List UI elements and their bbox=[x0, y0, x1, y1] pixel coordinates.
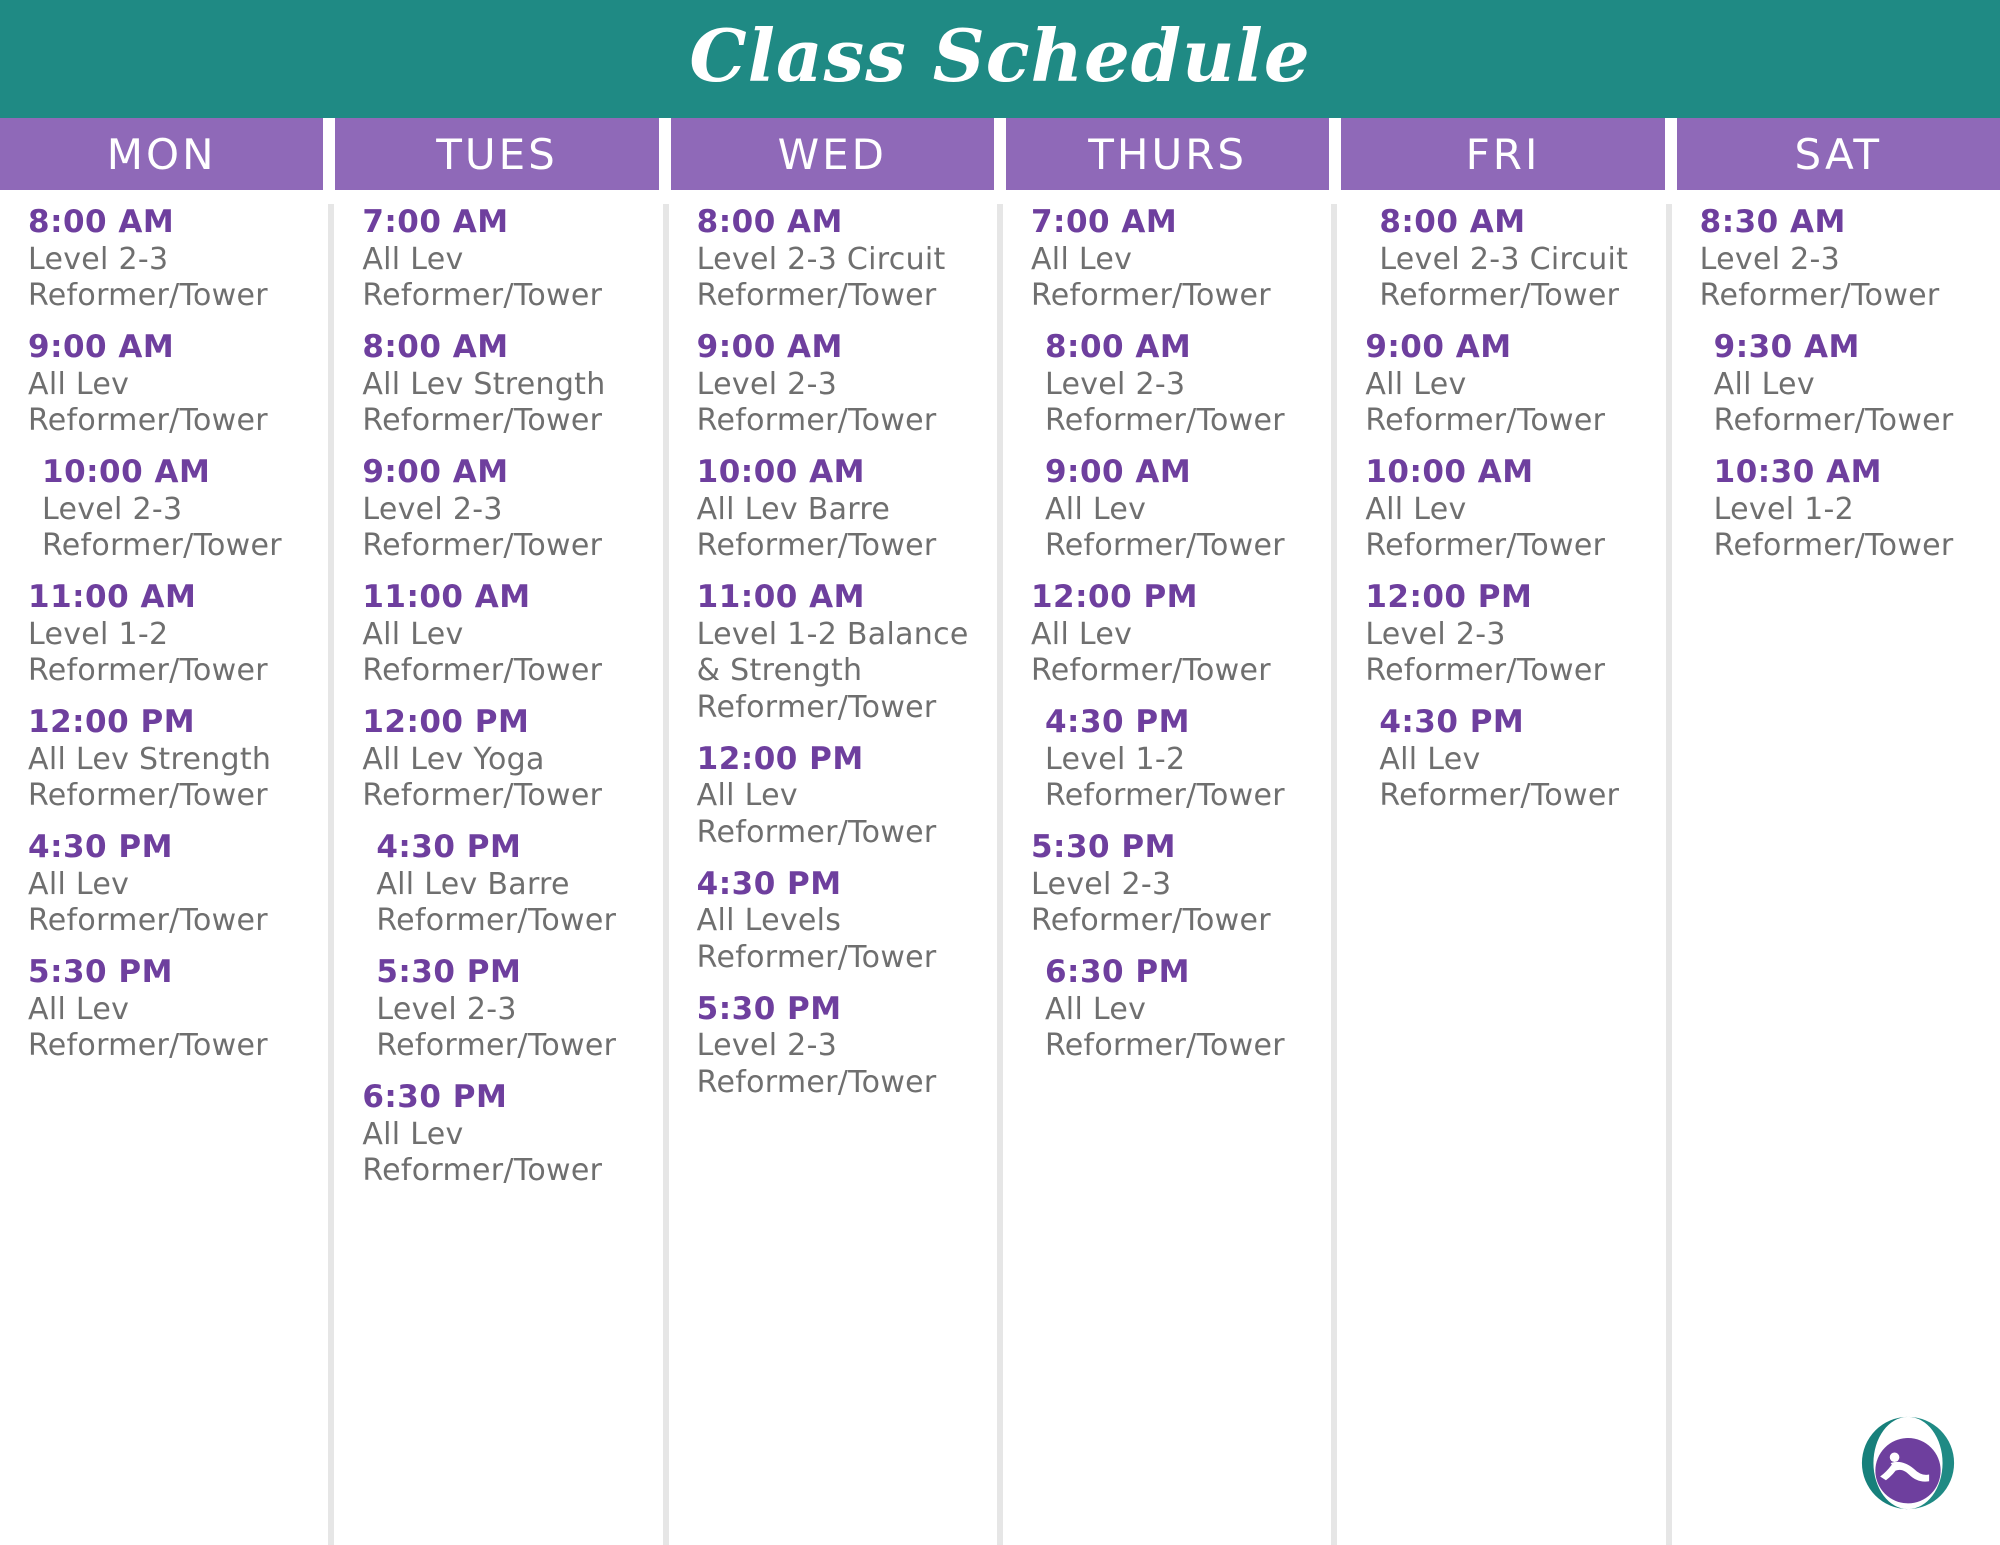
class-description-line: Reformer/Tower bbox=[696, 1065, 937, 1100]
class-entry[interactable] bbox=[362, 579, 640, 690]
class-description-line: Reformer/Tower bbox=[1379, 778, 1620, 814]
class-description-line: All Lev bbox=[696, 778, 798, 814]
class-entry[interactable] bbox=[28, 454, 306, 565]
class-entry[interactable] bbox=[697, 329, 975, 440]
class-time: 5:30 PM bbox=[28, 954, 173, 990]
class-description bbox=[1031, 367, 1309, 440]
day-column-fri bbox=[1337, 204, 1665, 1545]
class-description-line: Reformer/Tower bbox=[42, 528, 282, 564]
class-entry[interactable] bbox=[697, 204, 975, 315]
class-description-line: All Lev Barre bbox=[696, 491, 891, 527]
class-time: 12:00 PM bbox=[1030, 579, 1199, 615]
class-description bbox=[697, 903, 975, 976]
class-entry[interactable] bbox=[362, 829, 640, 940]
class-time: 4:30 PM bbox=[376, 829, 522, 865]
class-description bbox=[697, 1028, 975, 1101]
class-description-line: Reformer/Tower bbox=[28, 278, 268, 314]
class-entry[interactable] bbox=[28, 329, 306, 440]
class-time: 5:30 PM bbox=[376, 954, 522, 990]
class-entry[interactable] bbox=[362, 454, 640, 565]
class-description-line: Reformer/Tower bbox=[28, 653, 268, 689]
class-description bbox=[697, 242, 975, 315]
class-time: 9:00 AM bbox=[696, 329, 843, 365]
class-description-line: All Lev bbox=[362, 1116, 464, 1152]
class-time: 4:30 PM bbox=[1044, 704, 1190, 740]
class-description-line: Reformer/Tower bbox=[1030, 903, 1271, 939]
class-description bbox=[697, 617, 975, 727]
class-time: 6:30 PM bbox=[1044, 954, 1190, 990]
class-time: 8:00 AM bbox=[696, 204, 843, 240]
class-description-line: Reformer/Tower bbox=[28, 1028, 268, 1064]
class-entry[interactable] bbox=[1700, 329, 1978, 440]
class-entry[interactable] bbox=[1031, 204, 1309, 315]
class-description bbox=[1031, 742, 1309, 815]
class-description-line: All Lev bbox=[1365, 366, 1467, 402]
class-description-line: Level 2-3 bbox=[1044, 366, 1186, 402]
class-time: 10:00 AM bbox=[42, 454, 211, 490]
class-description-line: Reformer/Tower bbox=[362, 778, 603, 814]
class-time: 11:00 AM bbox=[362, 579, 531, 615]
class-time: 7:00 AM bbox=[362, 204, 509, 240]
class-description-line: Level 2-3 bbox=[1030, 866, 1172, 902]
class-description bbox=[362, 492, 640, 565]
day-column-wed bbox=[669, 204, 997, 1545]
class-description-line: Level 1-2 bbox=[28, 616, 169, 652]
class-description-line: Reformer/Tower bbox=[1365, 403, 1606, 439]
class-description-line: Level 2-3 Circuit bbox=[1379, 241, 1629, 277]
class-description bbox=[28, 617, 306, 690]
class-description-line: Reformer/Tower bbox=[1699, 278, 1940, 314]
class-description-line: All Lev bbox=[362, 241, 464, 277]
class-description-line: Level 2-3 bbox=[376, 991, 517, 1027]
class-description-line: Level 2-3 bbox=[696, 1028, 838, 1064]
class-description-line: Level 2-3 bbox=[28, 241, 169, 277]
day-column-mon bbox=[0, 204, 328, 1545]
class-description-line: Reformer/Tower bbox=[1713, 403, 1954, 439]
class-description bbox=[28, 742, 306, 815]
class-time: 8:00 AM bbox=[1044, 329, 1192, 365]
class-description-line: All Lev bbox=[28, 366, 130, 402]
class-entry[interactable] bbox=[697, 991, 975, 1102]
class-description bbox=[28, 867, 306, 940]
class-description-line: Level 2-3 bbox=[1699, 241, 1841, 277]
class-description-line: Reformer/Tower bbox=[696, 690, 937, 725]
day-header-tues: TUES bbox=[335, 118, 658, 190]
class-description-line: Level 2-3 bbox=[696, 366, 838, 402]
class-entry[interactable] bbox=[697, 454, 975, 565]
class-entry[interactable] bbox=[1700, 454, 1978, 565]
class-time: 11:00 AM bbox=[28, 579, 197, 615]
class-time: 12:00 PM bbox=[696, 740, 864, 777]
class-description-line: Reformer/Tower bbox=[696, 278, 937, 314]
class-description-line: All Lev bbox=[1030, 616, 1133, 652]
class-description-line: Reformer/Tower bbox=[696, 403, 937, 439]
class-description-line: & Strength bbox=[696, 653, 863, 689]
class-description bbox=[697, 492, 975, 565]
day-header-gap bbox=[1329, 118, 1341, 190]
class-time: 12:00 PM bbox=[362, 704, 530, 740]
class-description bbox=[1365, 367, 1643, 440]
class-entry[interactable] bbox=[362, 204, 640, 315]
class-description bbox=[1365, 617, 1643, 690]
day-header-thurs: THURS bbox=[1006, 118, 1329, 190]
class-description-line: Reformer/Tower bbox=[28, 778, 268, 814]
class-description-line: Reformer/Tower bbox=[1365, 528, 1606, 564]
class-description bbox=[362, 242, 640, 315]
class-description bbox=[362, 367, 640, 440]
class-description bbox=[1031, 242, 1309, 315]
class-description-line: Reformer/Tower bbox=[362, 278, 603, 314]
class-description bbox=[1031, 492, 1309, 565]
class-entry[interactable] bbox=[1031, 829, 1309, 940]
class-entry[interactable] bbox=[1031, 704, 1309, 815]
class-entry[interactable] bbox=[28, 954, 306, 1065]
class-description bbox=[1365, 742, 1643, 815]
class-time: 6:30 PM bbox=[362, 1079, 508, 1115]
class-entry[interactable] bbox=[697, 579, 975, 727]
class-entry[interactable] bbox=[1031, 954, 1309, 1065]
class-description-line: All Lev Strength bbox=[362, 366, 606, 402]
class-description bbox=[1700, 367, 1978, 440]
class-description-line: All Lev bbox=[1030, 241, 1133, 277]
class-time: 10:00 AM bbox=[696, 454, 865, 490]
class-description bbox=[1365, 492, 1643, 565]
class-description bbox=[1031, 867, 1309, 940]
class-description bbox=[1365, 242, 1643, 315]
class-description-line: Reformer/Tower bbox=[1044, 403, 1285, 439]
pilates-studio-logo-icon bbox=[1860, 1415, 1956, 1511]
class-description-line: All Lev bbox=[1713, 366, 1815, 402]
class-time: 10:00 AM bbox=[1365, 454, 1534, 490]
class-description bbox=[697, 778, 975, 851]
class-time: 8:30 AM bbox=[1699, 204, 1846, 240]
class-description-line: All Lev Barre bbox=[376, 866, 570, 902]
class-description-line: Reformer/Tower bbox=[28, 903, 268, 939]
class-description-line: Reformer/Tower bbox=[362, 403, 603, 439]
day-header-gap bbox=[994, 118, 1006, 190]
day-header-fri: FRI bbox=[1341, 118, 1664, 190]
class-time: 9:30 AM bbox=[1713, 329, 1860, 365]
class-entry[interactable] bbox=[1365, 454, 1643, 565]
class-time: 9:00 AM bbox=[362, 454, 509, 490]
class-description-line: Reformer/Tower bbox=[28, 403, 268, 439]
day-header-wed: WED bbox=[671, 118, 994, 190]
day-header-sat: SAT bbox=[1677, 118, 2000, 190]
class-description bbox=[362, 867, 640, 940]
class-entry[interactable] bbox=[1031, 329, 1309, 440]
day-column-tues bbox=[334, 204, 662, 1545]
class-entry[interactable] bbox=[362, 1079, 640, 1190]
class-entry[interactable] bbox=[1365, 329, 1643, 440]
class-description bbox=[1700, 492, 1978, 565]
day-column-thurs bbox=[1003, 204, 1331, 1545]
class-entry[interactable] bbox=[28, 829, 306, 940]
class-entry[interactable] bbox=[362, 704, 640, 815]
class-description bbox=[362, 1117, 640, 1190]
class-description bbox=[362, 992, 640, 1065]
class-description-line: All Lev Yoga bbox=[362, 741, 545, 777]
class-entry[interactable] bbox=[28, 579, 306, 690]
class-entry[interactable] bbox=[1031, 454, 1309, 565]
class-description-line: All Lev bbox=[1379, 741, 1481, 777]
title-bar bbox=[0, 0, 2000, 118]
class-description bbox=[28, 492, 306, 565]
class-description-line: All Levels bbox=[696, 903, 842, 939]
schedule-columns bbox=[0, 190, 2000, 1545]
class-description-line: All Lev bbox=[1365, 491, 1467, 527]
class-description bbox=[362, 742, 640, 815]
class-description bbox=[697, 367, 975, 440]
class-description-line: Reformer/Tower bbox=[696, 815, 937, 850]
class-description-line: All Lev bbox=[362, 616, 464, 652]
class-description-line: Level 2-3 bbox=[1365, 616, 1506, 652]
class-description bbox=[28, 367, 306, 440]
class-time: 8:00 AM bbox=[362, 329, 509, 365]
class-description-line: Reformer/Tower bbox=[376, 1028, 617, 1064]
class-time: 9:00 AM bbox=[1044, 454, 1192, 490]
class-description-line: Level 1-2 Balance bbox=[696, 616, 969, 652]
day-header-row bbox=[0, 118, 2000, 190]
class-entry[interactable] bbox=[1365, 704, 1643, 815]
class-entry[interactable] bbox=[1700, 204, 1978, 315]
class-description-line: Reformer/Tower bbox=[1044, 778, 1285, 814]
class-description-line: Level 2-3 Circuit bbox=[696, 241, 946, 277]
class-time: 4:30 PM bbox=[28, 829, 173, 865]
class-description-line: All Lev bbox=[1044, 491, 1147, 527]
class-time: 10:30 AM bbox=[1713, 454, 1882, 490]
class-time: 11:00 AM bbox=[696, 579, 865, 615]
class-description-line: Reformer/Tower bbox=[1365, 653, 1606, 689]
class-time: 9:00 AM bbox=[28, 329, 175, 365]
class-description-line: All Lev bbox=[1044, 991, 1147, 1027]
class-time: 12:00 PM bbox=[28, 704, 196, 740]
class-description bbox=[28, 992, 306, 1065]
class-entry[interactable] bbox=[362, 954, 640, 1065]
class-entry[interactable] bbox=[697, 866, 975, 977]
class-time: 9:00 AM bbox=[1365, 329, 1512, 365]
class-time: 5:30 PM bbox=[1030, 829, 1176, 865]
day-header-mon: MON bbox=[0, 118, 323, 190]
class-time: 8:00 AM bbox=[1379, 204, 1526, 240]
class-description bbox=[362, 617, 640, 690]
class-time: 4:30 PM bbox=[1379, 704, 1525, 740]
class-description bbox=[1031, 617, 1309, 690]
class-entry[interactable] bbox=[697, 741, 975, 852]
class-description-line: Reformer/Tower bbox=[362, 528, 603, 564]
class-description bbox=[1031, 992, 1309, 1065]
class-description bbox=[28, 242, 306, 315]
class-description-line: Level 2-3 bbox=[362, 491, 503, 527]
class-description-line: All Lev bbox=[28, 866, 130, 902]
class-description-line: Reformer/Tower bbox=[376, 903, 617, 939]
class-description-line: Level 2-3 bbox=[42, 491, 183, 527]
class-time: 12:00 PM bbox=[1365, 579, 1533, 615]
class-entry[interactable] bbox=[1031, 579, 1309, 690]
class-description-line: Reformer/Tower bbox=[1030, 278, 1271, 314]
day-column-sat bbox=[1672, 204, 2000, 1545]
class-time: 7:00 AM bbox=[1030, 204, 1178, 240]
class-time: 5:30 PM bbox=[696, 990, 842, 1027]
day-header-gap bbox=[323, 118, 335, 190]
class-description-line: Level 1-2 bbox=[1713, 491, 1855, 527]
class-time: 4:30 PM bbox=[696, 865, 842, 902]
class-description-line: Reformer/Tower bbox=[696, 528, 937, 564]
class-entry[interactable] bbox=[28, 204, 306, 315]
day-header-gap bbox=[659, 118, 671, 190]
class-entry[interactable] bbox=[1365, 204, 1643, 315]
class-description-line: Level 1-2 bbox=[1044, 741, 1186, 777]
class-description-line: All Lev bbox=[28, 991, 130, 1027]
class-description-line: Reformer/Tower bbox=[1030, 653, 1271, 689]
class-description bbox=[1700, 242, 1978, 315]
class-description-line: Reformer/Tower bbox=[1044, 1028, 1285, 1064]
class-description-line: Reformer/Tower bbox=[1713, 528, 1954, 564]
class-entry[interactable] bbox=[1365, 579, 1643, 690]
day-header-gap bbox=[1665, 118, 1677, 190]
class-entry[interactable] bbox=[28, 704, 306, 815]
class-description-line: All Lev Strength bbox=[28, 741, 272, 777]
class-time: 8:00 AM bbox=[28, 204, 175, 240]
class-description-line: Reformer/Tower bbox=[362, 653, 603, 689]
page-title: Class Schedule bbox=[689, 13, 1311, 98]
class-entry[interactable] bbox=[362, 329, 640, 440]
class-description-line: Reformer/Tower bbox=[1044, 528, 1285, 564]
class-description-line: Reformer/Tower bbox=[1379, 278, 1620, 314]
class-description-line: Reformer/Tower bbox=[362, 1153, 603, 1189]
class-description-line: Reformer/Tower bbox=[696, 940, 937, 975]
